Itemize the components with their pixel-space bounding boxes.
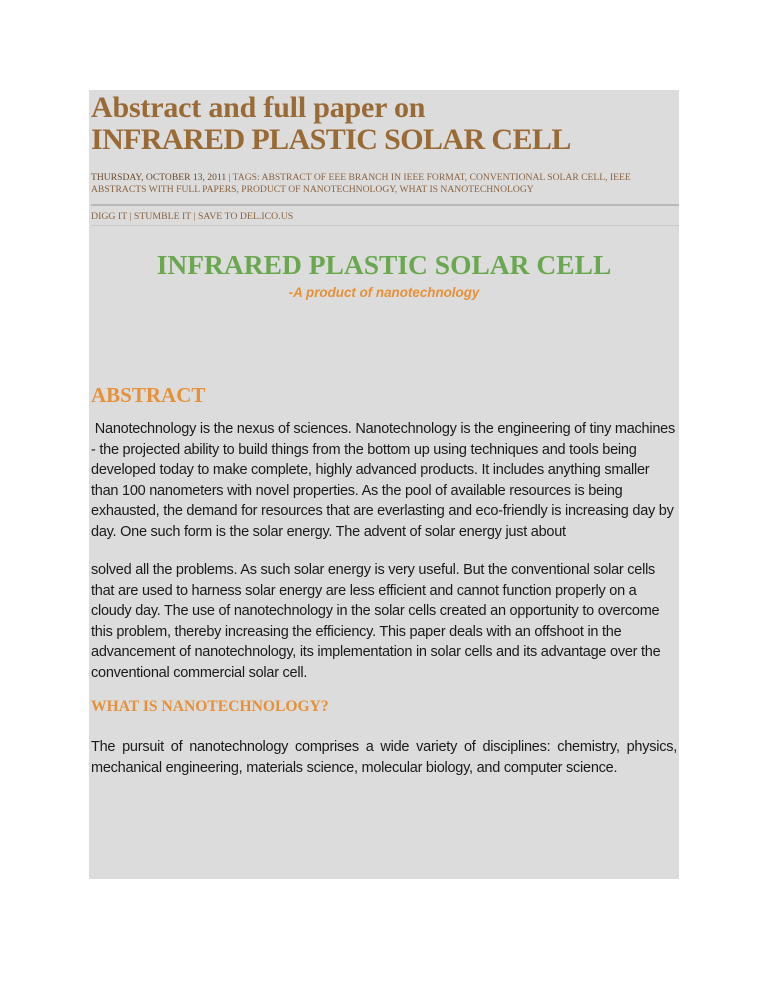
abstract-paragraph-1	[91, 419, 679, 542]
document-title: INFRARED PLASTIC SOLAR CELL	[156, 249, 612, 280]
document-subtitle: -A product of nanotechnology	[288, 285, 480, 300]
post-date: THURSDAY, OCTOBER 13, 2011	[91, 172, 227, 183]
nanotechnology-heading: WHAT IS NANOTECHNOLOGY?	[91, 698, 329, 715]
tags-prefix: | TAGS:	[226, 172, 262, 183]
post-title	[89, 90, 679, 156]
abstract-paragraph-2: solved all the problems. As such solar energy is very useful. But the conventional solar cells that are used to harness solar energy are less efficient and cannot function properly on a cloudy day. The use of nanotechnology in the solar cells created an opportunity to overcome this problem, thereby increasing the efficiency. This paper deals with an offshoot in the advancement of nanotechnology, its implementation in solar cells and its advantage over the conventional commercial solar cell.	[91, 562, 661, 681]
abstract-paragraph-1-text: Nanotechnology is the nexus of sciences. Nanotechnology is the engineering of tiny machines - the projected ability to build things from the bottom up using techniques and tools being developed today to make complete, highly advanced products. It includes anything smaller than 100 nanometers with novel properties. As the pool of available resources is being exhausted, the demand for resources that are everlasting and eco-friendly is increasing day by day. One such form is the solar energy. The advent of solar energy just about	[91, 421, 675, 540]
abstract-heading: ABSTRACT	[91, 383, 206, 407]
post-title-line2: INFRARED PLASTIC SOLAR CELL	[91, 123, 571, 156]
post-title-line1: Abstract and full paper on	[91, 91, 426, 124]
document-page	[89, 90, 679, 879]
post-tags[interactable]: ABSTRACT OF EEE BRANCH IN IEEE FORMAT, CONVENTIONAL SOLAR CELL, IEEE ABSTRACTS WITH FULL PAPERS, PRODUCT OF NANOTECHNOLOGY, WHAT IS NANOTECHNOLOGY	[91, 172, 631, 195]
nanotechnology-paragraph: The pursuit of nanotechnology comprises a wide variety of disciplines: chemistry, physics, mechanical engineering, materials science, molecular biology, and computer science.	[91, 739, 677, 776]
share-links[interactable]: DIGG IT | STUMBLE IT | SAVE TO DEL.ICO.US	[91, 211, 679, 226]
post-meta	[91, 172, 679, 206]
